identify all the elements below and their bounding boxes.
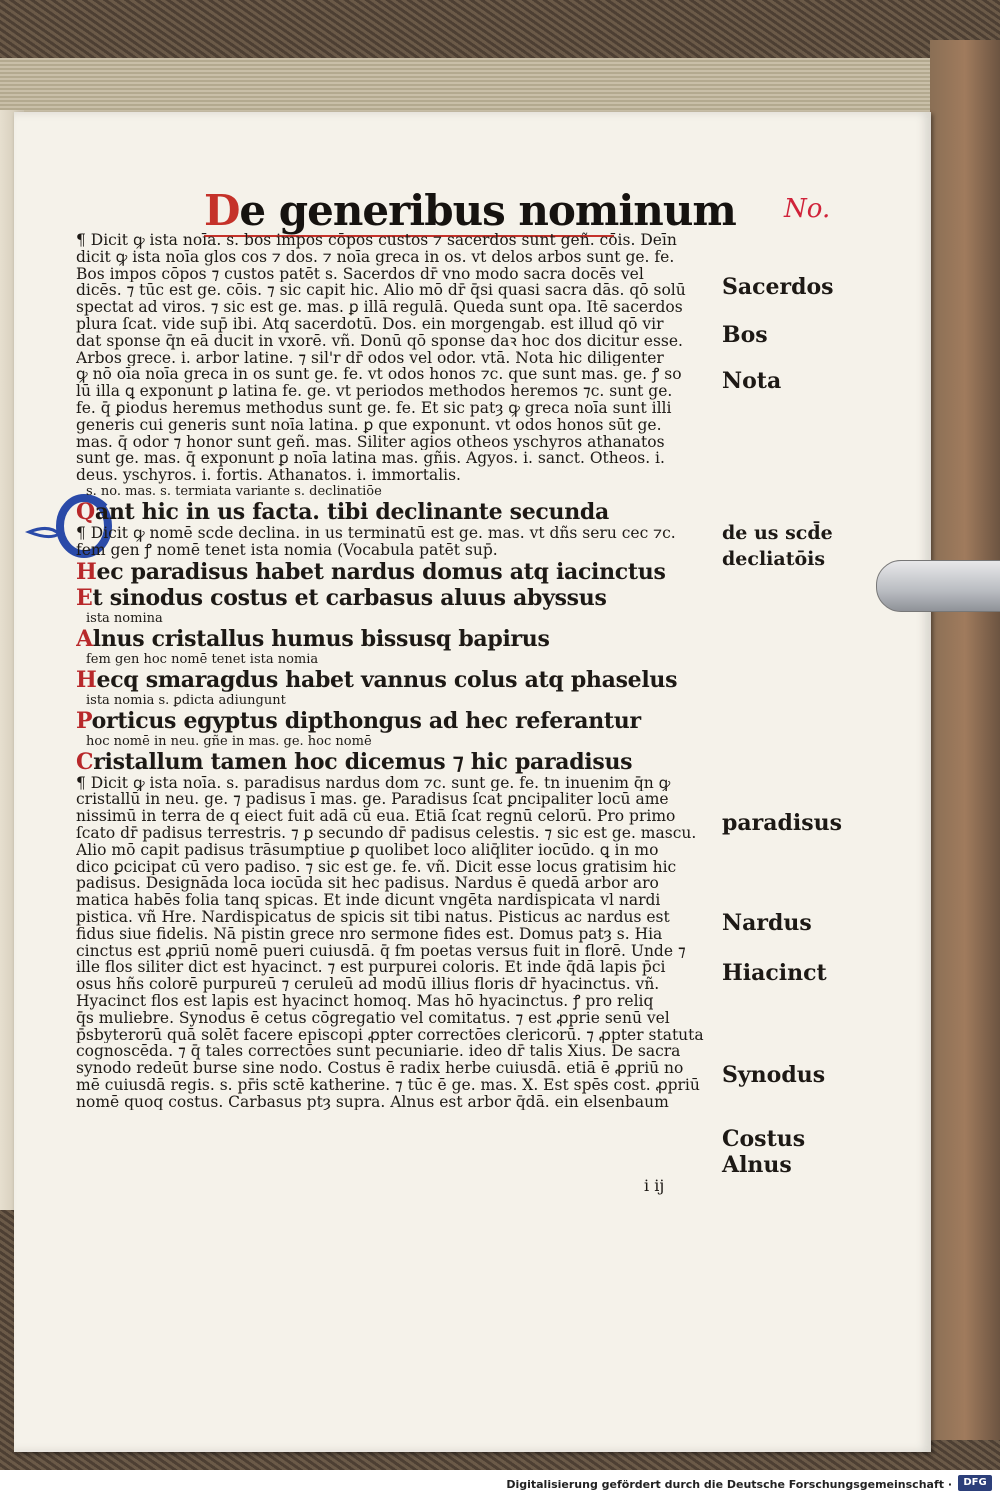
footer-credit: Digitalisierung gefördert durch die Deutsche Forschungsgemeinschaft · <box>506 1478 952 1491</box>
text-line: fidus siue fidelis. Nā pistin grece nro sermone fides est. Domus patȝ s. Hia <box>76 925 663 943</box>
text-line: matica habēs folia tanq spicas. Et inde dicunt vngēta nardispicata vl nardi <box>76 892 661 909</box>
text-line: osus hñs colorē purpureū ⁊ ceruleū ad modū illius floris dr̄ hyacinctus. vñ. <box>76 976 660 993</box>
margin-note-paradisus: paradisus <box>722 810 842 836</box>
dfg-logo: DFG <box>958 1475 992 1491</box>
verse-red-initial: Q <box>76 498 95 525</box>
verse-line <box>76 708 726 734</box>
text-line: pistica. vñ Hre. Nardispicatus de spicis sit tibi natus. Pisticus ac nardus est <box>76 908 670 926</box>
text-line: deus. yschyros. i. fortis. Athanatos. i. immortalis. <box>76 467 461 484</box>
interlinear-gloss: fem gen hoc nomē tenet ista nomia <box>86 651 319 667</box>
interlinear-gloss: ista nomina <box>86 610 163 626</box>
cover-edge <box>930 40 1000 1440</box>
verse-red-initial: P <box>76 707 92 734</box>
main-text-column <box>76 232 726 1110</box>
running-title <box>204 186 736 235</box>
verse-red-initial: E <box>76 584 93 611</box>
margin-note-deus: de us scd̄e <box>722 522 833 544</box>
verse-line <box>76 626 726 652</box>
text-line: Alio mō capit padisus trāsumptiue ꝑ quolibet loco aliq̄liter iocūdo. ꝗ in mo <box>76 841 659 859</box>
text-line: dat sponse q̄n eā ducit in vxorē. vñ. Donū qō sponse daꝛ hoc dos dicitur esse. <box>76 332 683 350</box>
interlinear-gloss: hoc nomē in neu. gñe in mas. ge. hoc nomē <box>86 733 372 749</box>
verse-red-initial: A <box>76 625 93 652</box>
text-line: ille flos siliter dict est hyacinct. ⁊ est purpurei coloris. Et inde q̄dā lapis p̄ci <box>76 959 666 977</box>
text-line: synodo redeūt burse sine nodo. Costus ē radix herbe cuiusdā. etiā ē ꝓpriū no <box>76 1060 684 1077</box>
text-line: padisus. Designāda loca iocūda sit hec padisus. Nardus ē quedā arbor aro <box>76 875 659 893</box>
text-line: sunt ge. mas. q̄ exponunt ꝑ noīa latina mas. gñis. Agyos. i. sanct. Otheos. i. <box>76 450 665 468</box>
commentary-paragraph <box>76 775 726 1111</box>
verse-red-initial: H <box>76 666 97 693</box>
verse-red-initial: H <box>76 558 97 585</box>
verse-line <box>76 499 726 525</box>
text-line: dicēs. ⁊ tūc est ge. cōis. ⁊ sic capit hic. Alio mō dr̄ q̄si quasi sacra dās. qō solū <box>76 282 686 300</box>
text-line: cristallū in neu. ge. ⁊ padisus ī mas. ge. Paradisus ſcat ꝑncipaliter locū ame <box>76 791 669 809</box>
text-line: mas. q̄ odor ⁊ honor sunt geñ. mas. Siliter agios otheos yschyros athanatos <box>76 433 665 451</box>
verse-text: ec paradisus habet nardus domus atq iacinctus <box>96 558 666 585</box>
folio-number: No. <box>784 194 831 224</box>
interlinear-gloss: s. no. mas. s. termiata variante s. declinatiōe <box>86 483 382 499</box>
text-line: ¶ Dicit ꝙ nomē scd̄e declina. in us terminatū est ge. mas. vt dñs seru cec ⁊c. <box>76 524 676 542</box>
text-line: spectat ad viros. ⁊ sic est ge. mas. ꝑ illā regulā. Queda sunt opa. Itē sacerdos <box>76 299 683 316</box>
text-line: Bos impos cōpos ⁊ custos patēt s. Sacerdos dr̄ vno modo sacra docēs vel <box>76 265 644 283</box>
margin-note-hiacinct: Hiacinct <box>722 960 827 986</box>
text-line: p̄sbyterorū quā solēt facere episcopi ꝓpter correctōes clericorū. ⁊ ꝓpter statuta <box>76 1026 704 1044</box>
verse-red-initial: C <box>76 748 94 775</box>
text-line: Hyacinct flos est lapis est hyacinct homoq. Mas hō hyacinctus. ꝭ pro reliq <box>76 992 654 1010</box>
page-stack <box>0 58 930 120</box>
verse-text: ristallum tamen hoc dicemus ⁊ hic paradisus <box>93 748 633 775</box>
verse-text: ecq smaragdus habet vannus colus atq phaselus <box>96 666 678 693</box>
margin-note-decliatois: decliatōis <box>722 548 826 570</box>
text-line: nissimū in terra de q eiect fuit adā cū eua. Etiā ſcat regnū celorū. Pro primo <box>76 808 676 825</box>
text-line: q̄s muliebre. Synodus ē cetus cōgregatio vel comitatus. ⁊ est ꝓprie senū vel <box>76 1009 670 1027</box>
margin-note-nardus: Nardus <box>722 910 812 936</box>
printed-page <box>14 112 931 1452</box>
gloss-paragraph-1 <box>76 232 726 484</box>
margin-note-sacerdos: Sacerdos <box>722 274 834 300</box>
margin-note-synodus: Synodus <box>722 1062 826 1088</box>
verse-text: t sinodus costus et carbasus aluus abyssus <box>92 584 607 611</box>
margin-note-nota: Nota <box>722 368 782 394</box>
gloss-paragraph-2 <box>76 525 726 559</box>
text-line: ſcato dr̄ padisus terrestris. ⁊ ꝑ secundo dr̄ padisus celestis. ⁊ sic est ge. mascu. <box>76 824 697 842</box>
text-line: ꝙ nō oīa noīa greca in os sunt ge. fe. vt odos honos ⁊c. que sunt mas. ge. ꝭ so <box>76 366 682 384</box>
verse-text: orticus egyptus dipthongus ad hec referantur <box>91 707 641 734</box>
text-line: fem gen ꝭ nomē tenet ista nomia (Vocabula patēt sup̄. <box>76 541 498 559</box>
title-red-initial: D <box>204 186 240 235</box>
margin-note-bos: Bos <box>722 322 768 348</box>
verse-line <box>76 559 726 585</box>
text-line: mē cuiusdā regis. s. pr̄is sctē katherine. ⁊ tūc ē ge. mas. X. Est spēs cost. ꝓpriū <box>76 1076 700 1094</box>
text-line: nomē quoq costus. Carbasus ptȝ supra. Alnus est arbor q̄dā. ein elsenbaum <box>76 1093 669 1111</box>
clasp-strap <box>876 560 1000 612</box>
text-line: dico ꝑcicipat cū vero padiso. ⁊ sic est ge. fe. vñ. Dicit esse locus gratisim hic <box>76 858 677 876</box>
interlinear-gloss: ista nomia s. ꝑdicta adiungunt <box>86 692 286 708</box>
text-line: ¶ Dicit ꝙ ista noīa. s. paradisus nardus dom ⁊c. sunt ge. fe. t̄n inuenim q̄n ꝙ <box>76 774 671 792</box>
text-line: ¶ Dicit ꝙ ista noīa. s. bos impos cōpos custos ⁊ sacerdos sunt geñ. cōis. Deīn <box>76 232 677 249</box>
signature-mark: i ij <box>644 1176 665 1195</box>
text-line: plura ſcat. vide sup̄ ibi. Atq sacerdotū. Dos. ein morgengab. est illud qō vir <box>76 315 664 333</box>
verse-text: ant hic in us facta. tibi declinante secunda <box>94 498 609 525</box>
margin-note-alnus: Alnus <box>722 1152 792 1178</box>
text-line: dicit ꝙ ista noīa glos cos ⁊ dos. ⁊ noīa greca in os. vt delos arbos sunt ge. fe. <box>76 248 675 266</box>
verse-line <box>76 585 726 611</box>
verse-line <box>76 667 726 693</box>
text-line: lū illa ꝗ exponunt ꝑ latina fe. ge. vt periodos methodos heremos ⁊c. sunt ge. <box>76 383 673 400</box>
text-line: Arbos grece. i. arbor latine. ⁊ sil'r dr̄ odos vel odor. vtā. Nota hic diligenter <box>76 349 664 367</box>
verse-group <box>76 559 726 611</box>
verse-text: lnus cristallus humus bissusq bapirus <box>92 625 550 652</box>
text-line: cognoscēda. ⁊ q̄ tales correctōes sunt pecuniarie. ideo dr̄ talis Xius. De sacra <box>76 1043 681 1061</box>
text-line: generis cui generis sunt noīa latina. ꝑ que exponunt. vt odos honos sūt ge. <box>76 416 662 434</box>
margin-note-costus: Costus <box>722 1126 806 1152</box>
title-text: e generibus nominum <box>239 186 736 235</box>
verse-line <box>76 749 726 775</box>
footer-bar <box>0 1470 1000 1498</box>
text-line: cinctus est ꝓpriū nomē pueri cuiusdā. q̄ fm poetas versus fuit in florē. Unde ⁊ <box>76 942 686 960</box>
text-line: fe. q̄ ꝑiodus heremus methodus sunt ge. fe. Et sic patȝ ꝙ greca noīa sunt illi <box>76 399 672 417</box>
